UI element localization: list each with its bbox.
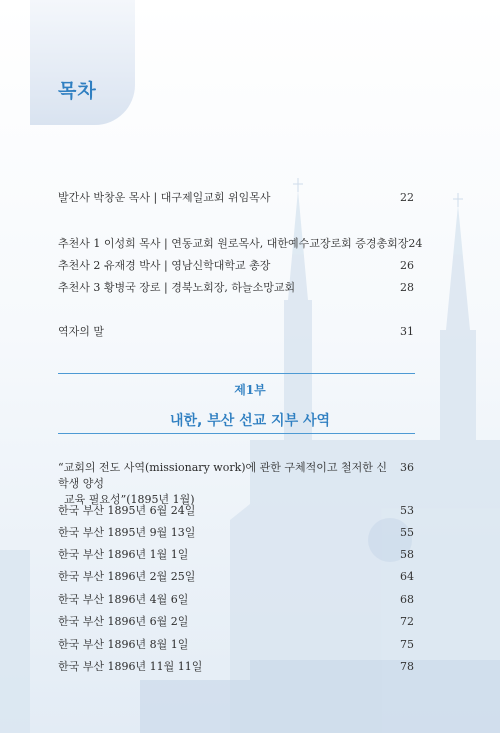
toc-entry-page: 24 bbox=[408, 237, 423, 250]
toc-entry-label: 한국 부산 1896년 6월 2일 bbox=[58, 615, 189, 628]
toc-entry-page: 75 bbox=[400, 638, 414, 651]
toc-entry-letter[interactable] bbox=[58, 637, 414, 653]
toc-entry-label: 추천사 1 이성희 목사 | 연동교회 원로목사, 대한예수교장로회 증경총회장 bbox=[58, 237, 409, 250]
toc-entry-letter[interactable] bbox=[58, 659, 414, 675]
page-title: 목차 bbox=[58, 80, 97, 102]
toc-entry-page: 68 bbox=[400, 593, 414, 606]
toc-entry-page: 78 bbox=[400, 660, 414, 673]
toc-entry-recommendation-2[interactable] bbox=[58, 258, 414, 274]
part-title: 내한, 부산 선교 지부 사역 bbox=[169, 413, 331, 429]
toc-entry-letter[interactable] bbox=[58, 592, 414, 608]
toc-entry-page: 28 bbox=[400, 281, 414, 294]
toc-entry-recommendation-3[interactable] bbox=[58, 280, 414, 296]
toc-entry-label-line1: “교회의 전도 사역(missionary work)에 관한 구체적이고 철저한 신학생 양성 bbox=[58, 461, 388, 490]
part-divider-bottom bbox=[58, 433, 415, 434]
toc-entry-translator-note[interactable] bbox=[58, 324, 414, 340]
toc-entry-label bbox=[58, 460, 388, 508]
toc-entry-page: 53 bbox=[400, 504, 414, 517]
toc-entry-label-line2: 교육 필요성”(1895년 1월) bbox=[64, 493, 195, 506]
toc-entry-label: 한국 부산 1896년 4월 6일 bbox=[58, 593, 189, 606]
toc-entry-label: 한국 부산 1896년 8월 1일 bbox=[58, 638, 189, 651]
toc-entry-recommendation-1[interactable] bbox=[58, 236, 423, 252]
part-number: 제1부 bbox=[234, 383, 266, 397]
toc-entry-letter[interactable] bbox=[58, 614, 414, 630]
toc-entry-letter[interactable] bbox=[58, 569, 414, 585]
part-divider-top bbox=[58, 373, 415, 374]
toc-entry-label: 한국 부산 1896년 2월 25일 bbox=[58, 570, 196, 583]
toc-entry-page: 72 bbox=[400, 615, 414, 628]
toc-entry-label: 한국 부산 1896년 11월 11일 bbox=[58, 660, 203, 673]
toc-entry-label: 한국 부산 1895년 9월 13일 bbox=[58, 526, 196, 539]
toc-entry-letter[interactable] bbox=[58, 503, 414, 519]
toc-entry-page: 22 bbox=[400, 191, 414, 204]
toc-entry-page: 55 bbox=[400, 526, 414, 539]
toc-entry-label: 발간사 박창운 목사 | 대구제일교회 위임목사 bbox=[58, 191, 271, 204]
toc-entry-page: 36 bbox=[400, 461, 414, 474]
toc-entry-letter[interactable] bbox=[58, 525, 414, 541]
toc-entry-part1-essay[interactable] bbox=[58, 460, 414, 508]
toc-entry-label: 한국 부산 1895년 6월 24일 bbox=[58, 504, 196, 517]
toc-entry-page: 31 bbox=[400, 325, 414, 338]
toc-entry-label: 한국 부산 1896년 1월 1일 bbox=[58, 548, 189, 561]
toc-entry-label: 역자의 말 bbox=[58, 325, 105, 338]
toc-entry-page: 64 bbox=[400, 570, 414, 583]
toc-entry-label: 추천사 2 유재경 박사 | 영남신학대학교 총장 bbox=[58, 259, 271, 272]
toc-entry-page: 58 bbox=[400, 548, 414, 561]
toc-entry-label: 추천사 3 황병국 장로 | 경북노회장, 하늘소망교회 bbox=[58, 281, 296, 294]
toc-entry-page: 26 bbox=[400, 259, 414, 272]
header-tab-background bbox=[30, 0, 135, 125]
toc-entry-foreword[interactable] bbox=[58, 190, 414, 206]
toc-entry-letter[interactable] bbox=[58, 547, 414, 563]
